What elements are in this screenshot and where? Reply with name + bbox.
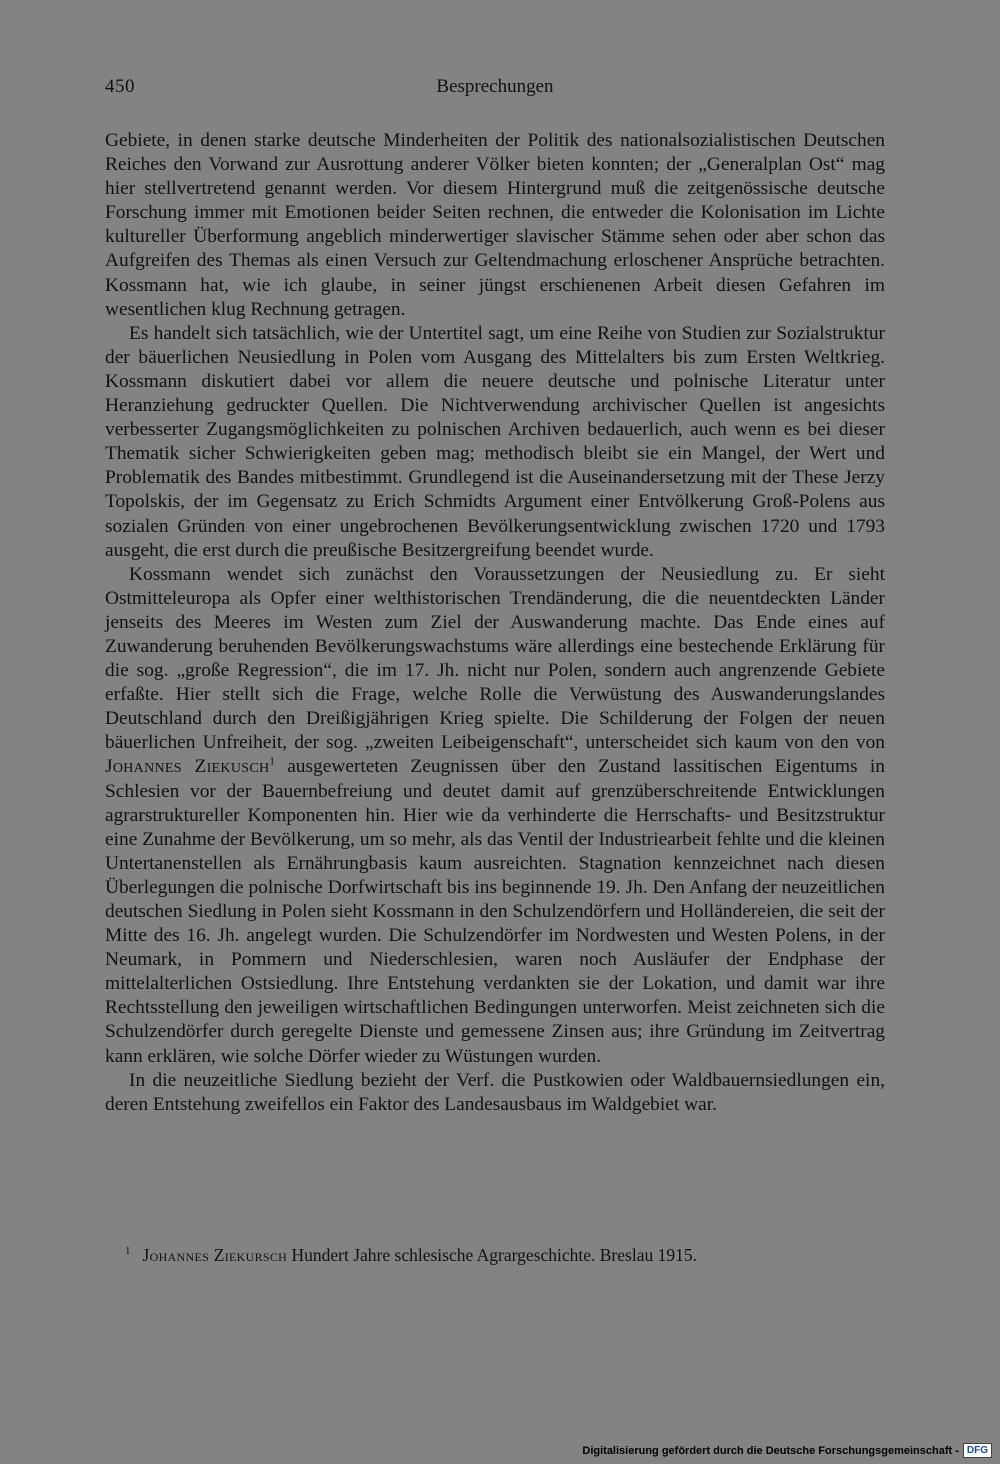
cited-author-name: Johannes Ziekusch — [105, 756, 270, 778]
page-number: 450 — [105, 76, 135, 97]
paragraph-3-text-start: Kossmann wendet sich zunächst den Voraussetzungen der Neusiedlung zu. Er sieht Ostmitteleuropa als Opfer einer welthistorischen Trendänderung, die die neuentdeckten Länder jenseits des Meeres im Westen zum Ziel der Auswanderung machte. Das Ende eines auf Zuwanderung beruhenden Bevölkerungswachstums wäre allerdings eine bestechende Erklärung für die sog. „große Regression“, die im 17. Jh. nicht nur Polen, sondern auch angrenzende Gebiete erfaßte. Hier stellt sich die Frage, welche Rolle die Verwüstung des Auswanderungslandes Deutschland durch den Dreißigjährigen Krieg spielte. Die Schilderung der Folgen der neuen bäuerlichen Unfreiheit, der sog. „zweiten Leibeigenschaft“, unterscheidet sich kaum von den von — [105, 563, 885, 754]
footnote-text: Hundert Jahre schlesische Agrargeschichte. Breslau 1915. — [287, 1244, 697, 1265]
credit-text: Digitalisierung gefördert durch die Deutsche Forschungsgemeinschaft - — [582, 1444, 959, 1457]
paragraph-2: Es handelt sich tatsächlich, wie der Untertitel sagt, um eine Reihe von Studien zur Sozialstruktur der bäuerlichen Neusiedlung in Polen vom Ausgang des Mittelalters bis zum Ersten Weltkrieg. Kossmann diskutiert dabei vor allem die neuere deutsche und polnische Literatur unter Heranziehung gedruckter Quellen. Die Nichtverwendung archivischer Quellen ist angesichts verbesserter Zugangsmöglichkeiten zu polnischen Archiven bedauerlich, auch wenn es bei dieser Thematik sicher Schwierigkeiten geben mag; methodisch bleibt sie ein Mangel, der Wert und Problematik des Bandes mitbestimmt. Grundlegend ist die Auseinandersetzung mit der These Jerzy Topolskis, der im Gegensatz zu Erich Schmidts Argument einer Entvölkerung Groß-Polens aus sozialen Gründen von einer ungebrochenen Bevölkerungsentwicklung zwischen 1720 und 1793 ausgeht, die erst durch die preußische Besitzergreifung beendet wurde. — [105, 322, 885, 561]
paragraph-3-text-end: ausgewerteten Zeugnissen über den Zustand lassitischen Eigentums in Schlesien vor der Bauernbefreiung und deutet damit auf grenzüberschreitende Entwicklungen agrarstruktureller Komponenten hin. Hier wie da verhinderte die Herrschafts- und Besitzstruktur eine Zunahme der Bevölkerung, um so mehr, als das Ventil der Industriearbeit fehlte und die kleinen Untertanenstellen als Ernährungbasis kaum ausreichten. Stagnation kennzeichnet nach diesen Überlegungen die polnische Dorfwirtschaft bis ins beginnende 19. Jh. Den Anfang der neuzeitlichen deutschen Siedlung in Polen sieht Kossmann in den Schulzendörfern und Holländereien, die seit der Mitte des 16. Jh. angelegt wurden. Die Schulzendörfer im Nordwesten und Westen Polens, in der Neumark, in Pommern und Niederschlesien, waren noch Ausläufer der Endphase der mittelalterlichen Ostsiedlung. Ihre Entstehung verdankten sie der Lokation, und damit war ihre Rechtsstellung den jeweiligen wirtschaftlichen Bedingungen unterworfen. Meist zeichneten sich die Schulzendörfer durch geregelte Dienste und gemessene Zinsen aus; ihre Gründung im Zeitvertrag kann erklären, wie solche Dörfer wieder zu Wüstungen wurden. — [105, 756, 885, 1067]
digitization-credit — [582, 1443, 992, 1458]
page-header — [105, 76, 885, 104]
dfg-logo-icon: DFG — [963, 1443, 992, 1458]
paragraph-1: Gebiete, in denen starke deutsche Minderheiten der Politik des nationalsozialistischen Deutschen Reiches den Vorwand zur Ausrottung anderer Völker bieten konnten; der „Generalplan Ost“ mag hier stellvertretend genannt werden. Vor diesem Hintergrund muß die zeitgenössische deutsche Forschung immer mit Emotionen beider Seiten rechnen, die entweder die Kolonisation im Lichte kultureller Überformung angeblich minderwertiger slavischer Stämme sehen oder aber schon das Aufgreifen des Themas als einen Versuch zur Geltendmachung erloschener Ansprüche betrachten. Kossmann hat, wie ich glaube, in seiner jüngst erschienenen Arbeit diesen Gefahren im wesentlichen klug Rechnung getragen. — [105, 130, 885, 320]
footnote-marker: 1 — [125, 1245, 131, 1257]
footnote — [125, 1240, 885, 1266]
paragraph-3 — [105, 563, 885, 1069]
footnote-author: Johannes Ziekursch — [142, 1244, 288, 1265]
paragraph-4: In die neuzeitliche Siedlung bezieht der Verf. die Pustkowien oder Waldbauernsiedlungen ein, deren Entstehung zweifellos ein Faktor des Landesausbaus im Waldgebiet war. — [105, 1069, 885, 1115]
review-body — [105, 129, 885, 1117]
footnote-reference[interactable]: 1 — [269, 755, 275, 768]
running-head: Besprechungen — [436, 76, 554, 97]
